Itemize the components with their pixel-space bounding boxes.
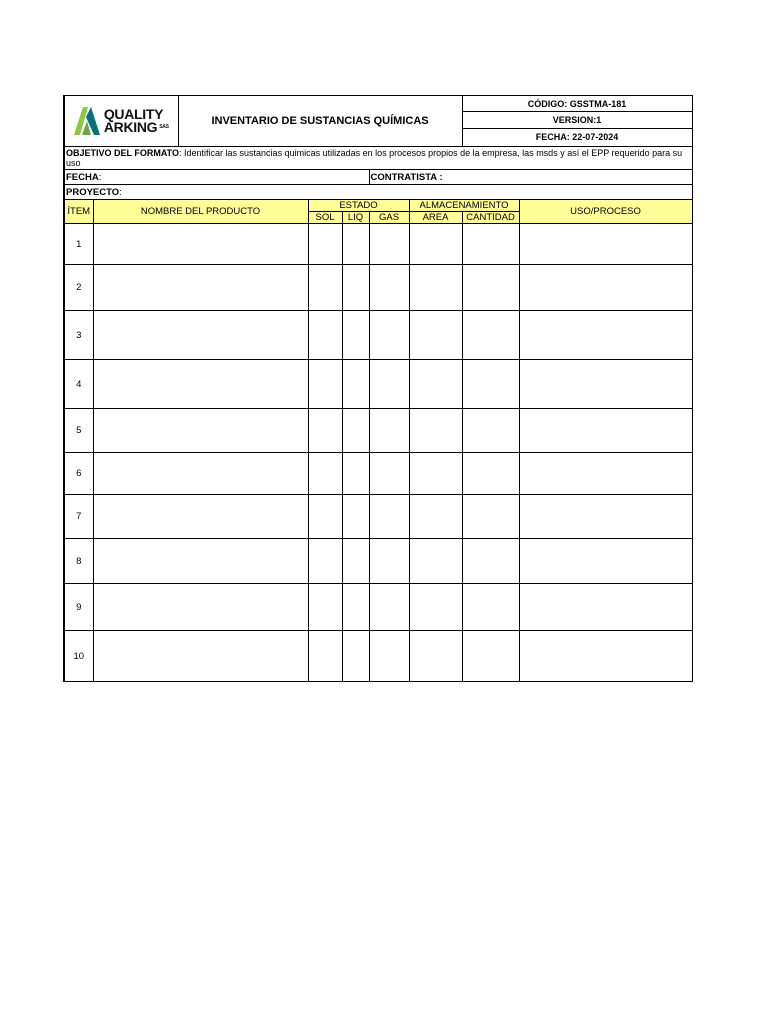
logo-cell [64, 96, 178, 147]
col-header-gas: GAS [369, 212, 409, 224]
contratista-label: CONTRATISTA : [370, 171, 443, 183]
gas-cell[interactable] [369, 409, 409, 453]
logo-line-2: ARKING [103, 118, 158, 135]
area-cell[interactable] [409, 409, 462, 453]
nombre-cell[interactable] [93, 539, 308, 584]
nombre-cell[interactable] [93, 311, 308, 360]
nombre-cell[interactable] [93, 495, 308, 539]
uso-cell[interactable] [519, 495, 692, 539]
gas-cell[interactable] [369, 311, 409, 360]
logo-suffix: SAS [159, 124, 169, 131]
area-cell[interactable] [409, 224, 462, 265]
sol-cell[interactable] [308, 584, 342, 631]
objective-cell [64, 147, 692, 170]
gas-cell[interactable] [369, 539, 409, 584]
cantidad-cell[interactable] [462, 409, 519, 453]
item-number: 10 [64, 631, 93, 682]
col-header-uso: USO/PROCESO [519, 200, 692, 224]
sol-cell[interactable] [308, 360, 342, 409]
liq-cell[interactable] [342, 584, 369, 631]
gas-cell[interactable] [369, 224, 409, 265]
cantidad-cell[interactable] [462, 360, 519, 409]
col-header-liq: LIQ [342, 212, 369, 224]
table-row [64, 631, 692, 682]
area-cell[interactable] [409, 265, 462, 311]
liq-cell[interactable] [342, 409, 369, 453]
sol-cell[interactable] [308, 539, 342, 584]
item-number: 9 [64, 584, 93, 631]
liq-cell[interactable] [342, 539, 369, 584]
table-row [64, 360, 692, 409]
cantidad-cell[interactable] [462, 631, 519, 682]
col-header-sol: SOL [308, 212, 342, 224]
gas-cell[interactable] [369, 453, 409, 495]
uso-cell[interactable] [519, 360, 692, 409]
logo-mark-icon [74, 107, 100, 135]
table-row [64, 265, 692, 311]
table-row [64, 409, 692, 453]
nombre-cell[interactable] [93, 631, 308, 682]
company-logo [65, 96, 178, 146]
sol-cell[interactable] [308, 453, 342, 495]
item-number: 3 [64, 311, 93, 360]
fecha-field[interactable] [64, 170, 369, 185]
area-cell[interactable] [409, 584, 462, 631]
objective-text: : Identificar las sustancias quimicas utilizadas en los procesos propios de la empresa, las msds y así el EPP requerido para su uso [66, 148, 683, 168]
item-number: 2 [64, 265, 93, 311]
contratista-field[interactable] [369, 170, 692, 185]
table-row [64, 311, 692, 360]
uso-cell[interactable] [519, 409, 692, 453]
area-cell[interactable] [409, 539, 462, 584]
uso-cell[interactable] [519, 539, 692, 584]
proyecto-label: PROYECTO [66, 186, 120, 198]
proyecto-field[interactable] [64, 185, 692, 200]
fecha-colon: : [98, 171, 102, 183]
gas-cell[interactable] [369, 631, 409, 682]
table-row [64, 453, 692, 495]
nombre-cell[interactable] [93, 224, 308, 265]
form-table [63, 95, 693, 682]
nombre-cell[interactable] [93, 265, 308, 311]
logo-line-1: QUALITY [103, 105, 164, 122]
sol-cell[interactable] [308, 631, 342, 682]
liq-cell[interactable] [342, 360, 369, 409]
liq-cell[interactable] [342, 224, 369, 265]
sol-cell[interactable] [308, 409, 342, 453]
item-number: 8 [64, 539, 93, 584]
gas-cell[interactable] [369, 360, 409, 409]
inventory-form [63, 95, 691, 682]
nombre-cell[interactable] [93, 360, 308, 409]
cantidad-cell[interactable] [462, 224, 519, 265]
uso-cell[interactable] [519, 224, 692, 265]
sol-cell[interactable] [308, 495, 342, 539]
table-row [64, 495, 692, 539]
col-header-area: AREA [409, 212, 462, 224]
liq-cell[interactable] [342, 265, 369, 311]
document-title: INVENTARIO DE SUSTANCIAS QUÍMICAS [178, 96, 462, 147]
uso-cell[interactable] [519, 631, 692, 682]
cantidad-cell[interactable] [462, 453, 519, 495]
codigo-label: CÓDIGO: GSSTMA-181 [462, 96, 692, 112]
uso-cell[interactable] [519, 584, 692, 631]
area-cell[interactable] [409, 631, 462, 682]
liq-cell[interactable] [342, 495, 369, 539]
col-header-cantidad: CANTIDAD [462, 212, 519, 224]
sol-cell[interactable] [308, 224, 342, 265]
fecha-label: FECHA [66, 171, 99, 183]
fecha-doc-label: FECHA: 22-07-2024 [462, 128, 692, 146]
area-cell[interactable] [409, 495, 462, 539]
item-number: 4 [64, 360, 93, 409]
area-cell[interactable] [409, 360, 462, 409]
uso-cell[interactable] [519, 311, 692, 360]
cantidad-cell[interactable] [462, 584, 519, 631]
liq-cell[interactable] [342, 453, 369, 495]
uso-cell[interactable] [519, 453, 692, 495]
uso-cell[interactable] [519, 265, 692, 311]
cantidad-cell[interactable] [462, 265, 519, 311]
table-row [64, 224, 692, 265]
table-row [64, 539, 692, 584]
cantidad-cell[interactable] [462, 311, 519, 360]
proyecto-colon: : [119, 186, 122, 198]
area-cell[interactable] [409, 311, 462, 360]
col-header-almacenamiento: ALMACENAMIENTO [409, 200, 519, 212]
sol-cell[interactable] [308, 265, 342, 311]
col-header-nombre: NOMBRE DEL PRODUCTO [93, 200, 308, 224]
area-cell[interactable] [409, 453, 462, 495]
item-number: 5 [64, 409, 93, 453]
item-number: 7 [64, 495, 93, 539]
gas-cell[interactable] [369, 584, 409, 631]
nombre-cell[interactable] [93, 584, 308, 631]
nombre-cell[interactable] [93, 409, 308, 453]
gas-cell[interactable] [369, 265, 409, 311]
sol-cell[interactable] [308, 311, 342, 360]
objective-label: OBJETIVO DEL FORMATO [66, 148, 180, 158]
cantidad-cell[interactable] [462, 495, 519, 539]
liq-cell[interactable] [342, 631, 369, 682]
table-row [64, 584, 692, 631]
item-number: 1 [64, 224, 93, 265]
nombre-cell[interactable] [93, 453, 308, 495]
gas-cell[interactable] [369, 495, 409, 539]
liq-cell[interactable] [342, 311, 369, 360]
col-header-item: ÍTEM [64, 200, 93, 224]
version-label: VERSION:1 [462, 112, 692, 128]
item-number: 6 [64, 453, 93, 495]
col-header-estado: ESTADO [308, 200, 409, 212]
cantidad-cell[interactable] [462, 539, 519, 584]
inventory-rows [64, 224, 692, 682]
